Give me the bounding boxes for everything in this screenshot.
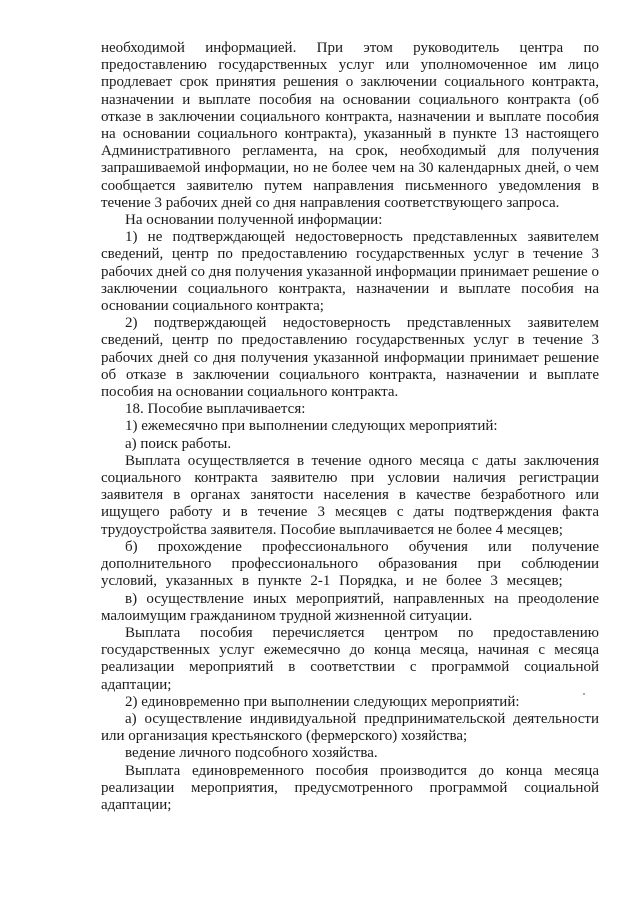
- paragraph-lump-sum-payment: Выплата единовременного пособия производится до конца месяца реализации мероприятия, предусмотренного программой социальной адаптации;: [101, 762, 599, 813]
- paragraph-monthly: 1) ежемесячно при выполнении следующих мероприятий:: [125, 418, 498, 435]
- paragraph-entrepreneurship: а) осуществление индивидуальной предпринимательской деятельности или организация крестьянского (фермерского) хозяйства;: [101, 710, 599, 745]
- paragraph-item-1-not-confirming: 1) не подтверждающей недостоверность представленных заявителем сведений, центр по предоставлению государственных услуг в течение 3 рабочих дней со дня получения указанной информации принимает решение о заключении социального контракта, назначении и выплате пособия на основании социального контракта;: [101, 229, 599, 315]
- paragraph-item-2-confirming: 2) подтверждающей недостоверность представленных заявителем сведений, центр по предоставлению государственных услуг в течение 3 рабочих дней со дня получения указанной информации принимает решение об отказе в заключении социального контракта, назначении и выплате пособия на основании социального контракта.: [101, 315, 599, 401]
- paragraph-lump-sum: 2) единовременно при выполнении следующих мероприятий:: [125, 693, 520, 710]
- paragraph-section-18: 18. Пособие выплачивается:: [125, 401, 306, 418]
- paragraph-received-info: На основании полученной информации:: [125, 212, 383, 229]
- paragraph-continuation: необходимой информацией. При этом руководитель центра по предоставлению государственных услуг или уполномоченное им лицо продлевает срок принятия решения о заключении социального контракта, назначении и выплате пособия на основании социального контракта (об отказе в заключении социального контракта, назначении и выплате пособия на основании социального контракта), указанный в пункте 13 настоящего Административного регламента, на срок, необходимый для получения запрашиваемой информации, но не более чем на 30 календарных дней, о чем сообщается заявителю путем направления письменного уведомления в течение 3 рабочих дней со дня направления соответствующего запроса.: [101, 40, 599, 211]
- paragraph-monthly-transfer: Выплата пособия перечисляется центром по предоставлению государственных услуг ежемесячно до конца месяца, начиная с месяца реализации мероприятий в соответствии с программой социальной адаптации;: [101, 624, 599, 693]
- paragraph-subsidiary-farming: ведение личного подсобного хозяйства.: [125, 745, 378, 762]
- paragraph-other-measures: в) осуществление иных мероприятий, направленных на преодоление малоимущим гражданином трудной жизненной ситуации.: [101, 590, 599, 624]
- paragraph-payment-job-search: Выплата осуществляется в течение одного месяца с даты заключения социального контракта заявителю при условии наличия регистрации заявителя в органах занятости населения в качестве безработного или ищущего работу и в течение 3 месяцев с даты подтверждения факта трудоустройства заявителя. Пособие выплачивается не более 4 месяцев;: [101, 452, 599, 538]
- document-page: [101, 40, 599, 814]
- paragraph-job-search: а) поиск работы.: [125, 435, 232, 452]
- paragraph-professional-training: б) прохождение профессионального обучения или получение дополнительного профессионального образования при соблюдении условий, указанных в пункте 2-1 Порядка, и не более 3 месяцев;: [101, 538, 599, 590]
- scan-speck: [583, 693, 585, 695]
